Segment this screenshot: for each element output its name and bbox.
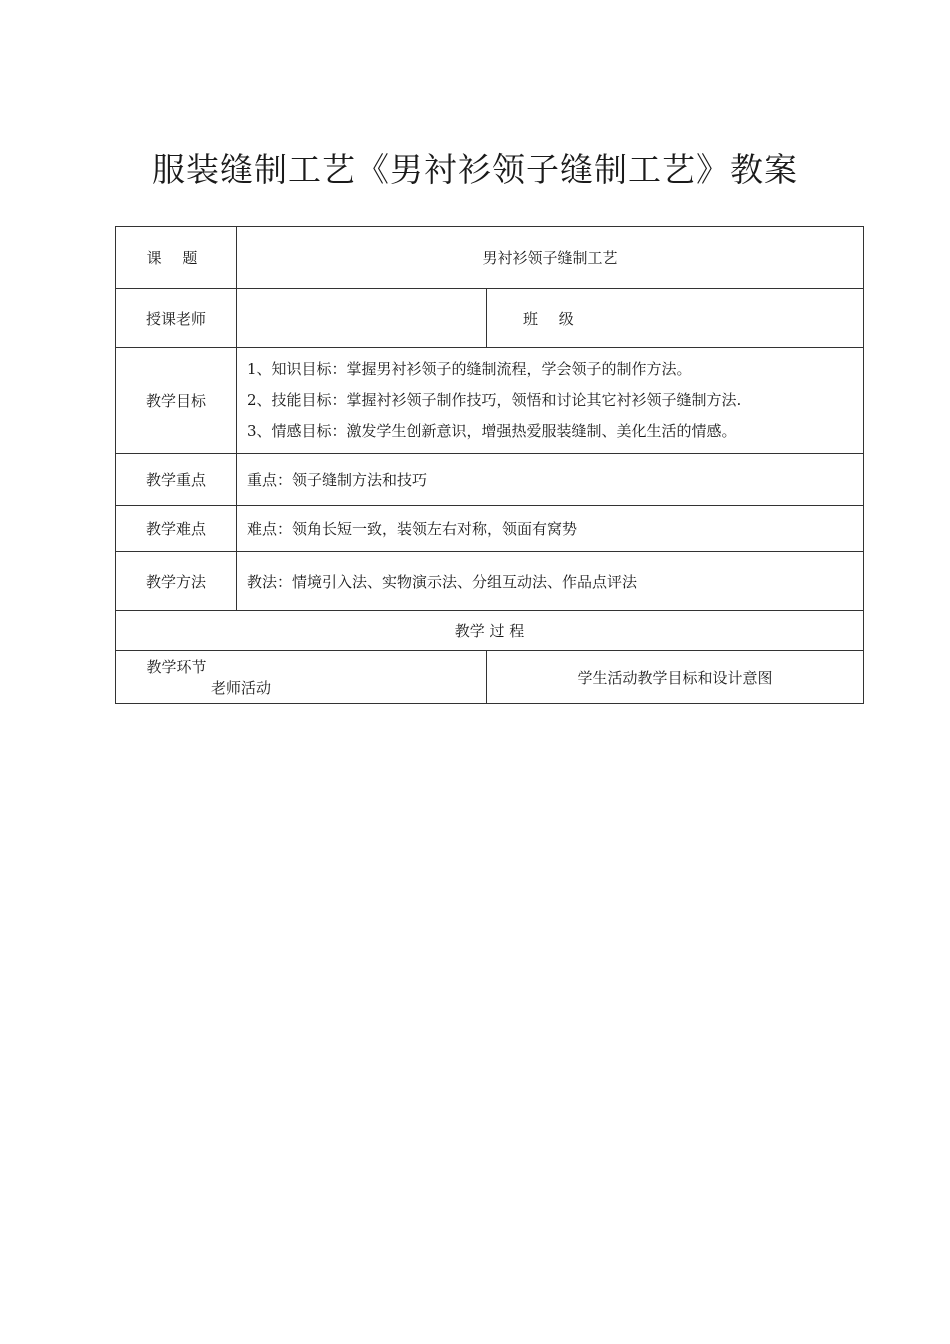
key-points-row (116, 454, 864, 506)
difficulties-value: 难点：领角长短一致，装领左右对称，领面有窝势 (237, 506, 864, 552)
process-stage-teacher-cell (116, 651, 487, 704)
teacher-label: 授课老师 (116, 289, 237, 348)
topic-value: 男衬衫领子缝制工艺 (237, 227, 864, 289)
difficulties-label: 教学难点 (116, 506, 237, 552)
methods-value: 教法：情境引入法、实物演示法、分组互动法、作品点评法 (237, 552, 864, 611)
key-points-value: 重点：领子缝制方法和技巧 (237, 454, 864, 506)
goal-skill: 2、技能目标：掌握衬衫领子制作技巧，领悟和讨论其它衬衫领子缝制方法. (247, 391, 742, 409)
lesson-plan-table (115, 226, 864, 704)
teacher-value (237, 289, 487, 348)
process-stage-label: 教学环节 (146, 658, 207, 676)
methods-row (116, 552, 864, 611)
goal-knowledge: 1、知识目标：掌握男衬衫领子的缝制流程，学会领子的制作方法。 (247, 360, 692, 378)
process-columns-row (116, 651, 864, 704)
goals-list (237, 348, 864, 454)
key-points-label: 教学重点 (116, 454, 237, 506)
topic-row (116, 227, 864, 289)
difficulties-row (116, 506, 864, 552)
goals-label: 教学目标 (116, 348, 237, 454)
process-teacher-activity-label: 老师活动 (210, 679, 271, 697)
process-header: 教学 过 程 (116, 611, 864, 651)
goal-emotion: 3、情感目标：激发学生创新意识，增强热爱服装缝制、美化生活的情感。 (247, 422, 737, 440)
document-title: 服装缝制工艺《男衬衫领子缝制工艺》教案 (152, 150, 798, 189)
methods-label: 教学方法 (116, 552, 237, 611)
teacher-row (116, 289, 864, 348)
process-student-activity-label: 学生活动教学目标和设计意图 (487, 651, 864, 704)
goals-row (116, 348, 864, 454)
class-cell (487, 289, 864, 348)
topic-label: 课 题 (116, 227, 237, 289)
class-label: 班 级 (523, 309, 582, 328)
process-header-row (116, 611, 864, 651)
